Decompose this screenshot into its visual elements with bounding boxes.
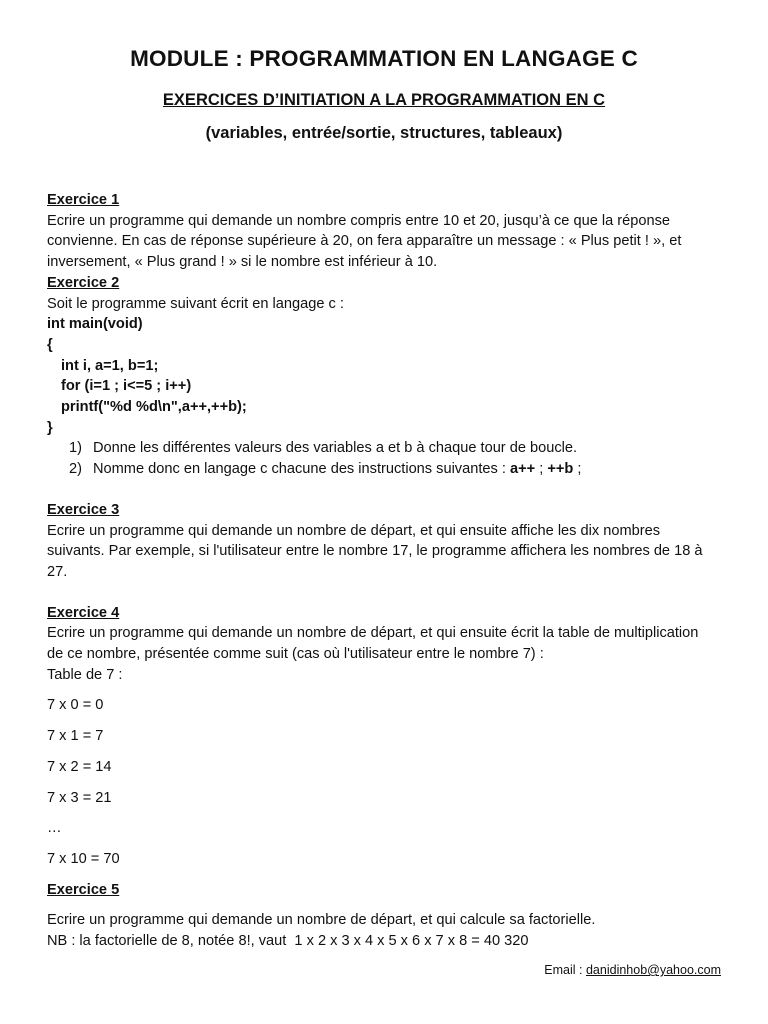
footer-contact	[544, 963, 721, 977]
question-list	[47, 438, 717, 479]
table-line: …	[47, 820, 62, 837]
exercise-4-heading: Exercice 4	[47, 604, 120, 621]
code-line: int i, a=1, b=1;	[61, 357, 159, 374]
page-subtitle: EXERCICES D’INITIATION A LA PROGRAMMATION EN C	[162, 91, 606, 109]
question-separator: ;	[535, 461, 548, 478]
document-body	[47, 190, 717, 952]
code-line: printf("%d %d\n",a++,++b);	[61, 399, 247, 416]
exercise-5-heading: Exercice 5	[47, 881, 120, 898]
exercise-2-intro: Soit le programme suivant écrit en langage c :	[47, 295, 344, 312]
code-line: for (i=1 ; i<=5 ; i++)	[61, 378, 192, 395]
exercise-1	[47, 190, 717, 273]
multiplication-table	[47, 695, 717, 869]
exercise-4-text: Ecrire un programme qui demande un nombre de départ, et qui ensuite écrit la table de multiplication de ce nombre, présentée comme suit (cas où l'utilisateur entre le nombre 7) :	[47, 625, 699, 663]
code-block	[47, 314, 717, 438]
exercise-1-heading: Exercice 1	[47, 192, 120, 208]
page-title: MODULE : PROGRAMMATION EN LANGAGE C	[130, 46, 638, 71]
question-number: 2)	[69, 461, 82, 478]
table-line: 7 x 10 = 70	[47, 850, 120, 867]
email-link[interactable]: danidinhob@yahoo.com	[585, 963, 721, 977]
table-line: 7 x 1 = 7	[47, 728, 104, 745]
exercise-5-note: NB : la factorielle de 8, notée 8!, vaut 1 x 2 x 3 x 4 x 5 x 6 x 7 x 8 = 40 320	[47, 933, 529, 950]
exercise-4	[47, 603, 717, 870]
question-text: Donne les différentes valeurs des variables a et b à chaque tour de boucle.	[93, 440, 578, 457]
question-end: ;	[573, 461, 582, 478]
question-item	[47, 438, 717, 459]
exercise-2-heading: Exercice 2	[47, 274, 120, 291]
question-number: 1)	[69, 440, 82, 457]
code-line: int main(void)	[47, 316, 143, 333]
exercise-3-heading: Exercice 3	[47, 501, 120, 518]
table-title: Table de 7 :	[47, 666, 123, 683]
code-line: }	[47, 419, 53, 436]
exercise-1-text: Ecrire un programme qui demande un nombre compris entre 10 et 20, jusqu’à ce que la réponse convienne. En cas de réponse supérieure à 20, on fera apparaître un message : « Plus petit ! », et inversement, « Plus grand ! » si le nombre est inférieur à 10.	[47, 212, 682, 271]
code-line: {	[47, 336, 53, 353]
exercise-3	[47, 500, 717, 583]
table-line: 7 x 2 = 14	[47, 758, 112, 775]
page-subtitle-topics: (variables, entrée/sortie, structures, tableaux)	[205, 124, 563, 142]
exercise-3-text: Ecrire un programme qui demande un nombre de départ, et qui ensuite affiche les dix nombres suivants. Par exemple, si l'utilisateur entre le nombre 17, le programme affichera les nombres de 18 à 27.	[47, 522, 703, 580]
footer-label: Email :	[544, 963, 586, 977]
exercise-5	[47, 880, 717, 952]
spacer	[47, 480, 717, 500]
question-item	[47, 459, 717, 480]
inline-code: ++b	[547, 461, 574, 478]
table-line: 7 x 0 = 0	[47, 697, 104, 714]
question-text: Nomme donc en langage c chacune des instructions suivantes :	[93, 461, 510, 478]
exercise-5-text: Ecrire un programme qui demande un nombre de départ, et qui calcule sa factorielle.	[47, 912, 596, 929]
table-line: 7 x 3 = 21	[47, 789, 112, 806]
spacer	[47, 583, 717, 603]
exercise-2	[47, 273, 717, 480]
inline-code: a++	[509, 461, 536, 478]
